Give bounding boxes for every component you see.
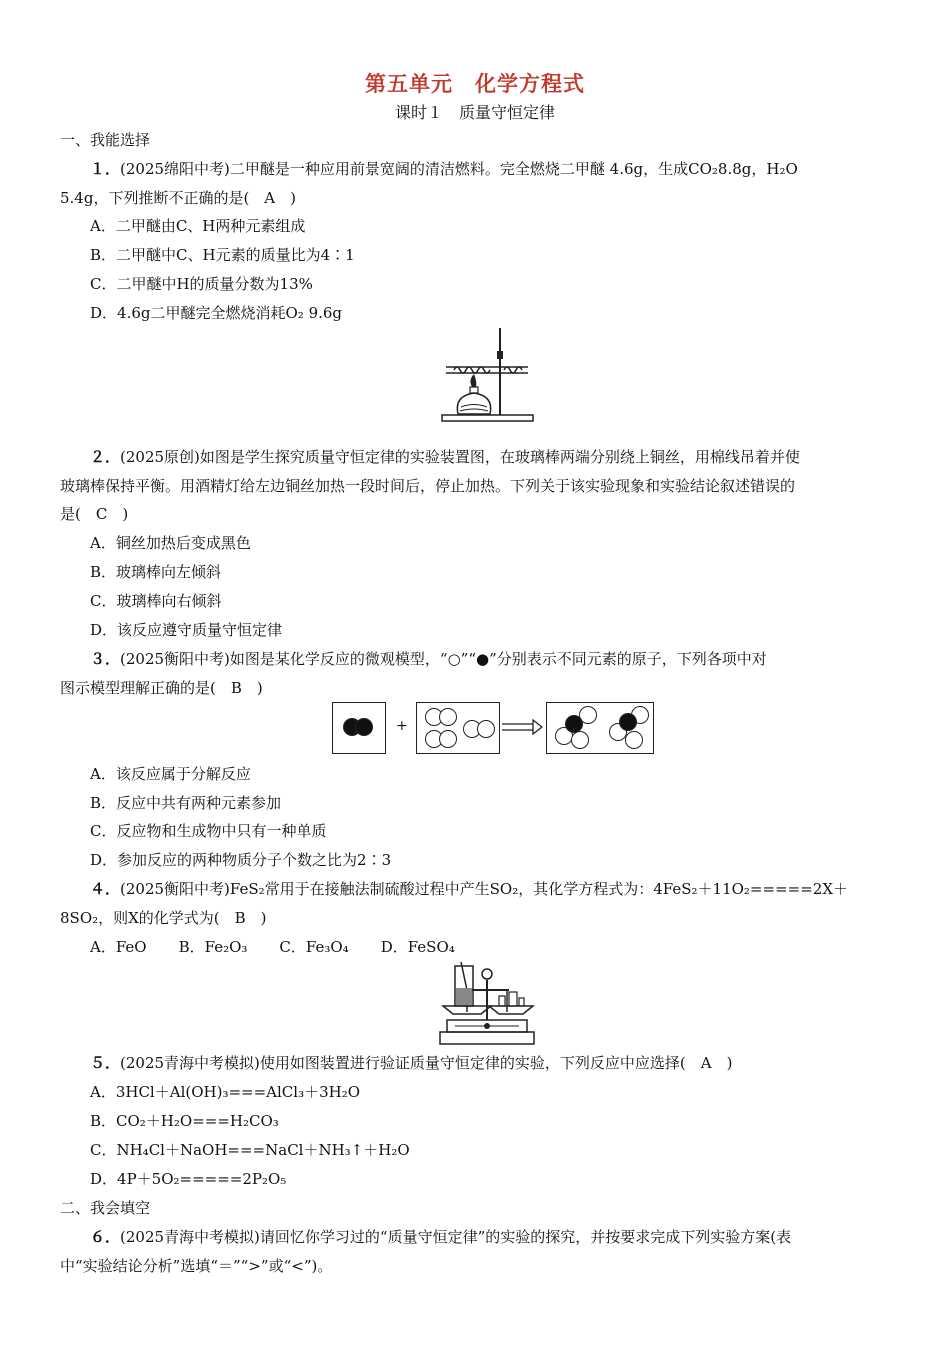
- product-box: [546, 702, 654, 754]
- white-atom: [439, 708, 457, 726]
- question-text: 图示模型理解正确的是( B ): [60, 679, 263, 697]
- option: B．玻璃棒向左倾斜: [90, 563, 222, 581]
- question-text: (2025青海中考模拟)使用如图装置进行验证质量守恒定律的实验，下列反应中应选择( A ): [120, 1054, 733, 1072]
- option: D．该反应遵守质量守恒定律: [90, 621, 283, 639]
- white-atom: [477, 720, 495, 738]
- section-heading: 一、我能选择: [60, 131, 151, 149]
- option: C．玻璃棒向右倾斜: [90, 592, 222, 610]
- reactant-box-1: [332, 702, 386, 754]
- option: B．反应中共有两种元素参加: [90, 794, 282, 812]
- black-atom: [565, 715, 583, 733]
- option-row: [90, 936, 455, 958]
- option: C．NH₄Cl＋NaOH===NaCl＋NH₃↑＋H₂O: [90, 1141, 410, 1159]
- black-atom: [619, 713, 637, 731]
- question-text: 中“实验结论分析”选填“＝”“>”或“<”)。: [60, 1257, 333, 1275]
- question-text: 玻璃棒保持平衡。用酒精灯给左边铜丝加热一段时间后，停止加热。下列关于该实验现象和实验结论叙述错误的: [60, 477, 796, 495]
- question-text: 5.4g，下列推断不正确的是( A ): [60, 189, 296, 207]
- white-atom: [571, 731, 589, 749]
- question-text: (2025原创)如图是学生探究质量守恒定律的实验装置图，在玻璃棒两端分别绕上铜丝，用棉线吊着并使: [120, 448, 800, 466]
- question-text: (2025青海中考模拟)请回忆你学习过的“质量守恒定律”的实验的探究，并按要求完成下列实验方案(表: [120, 1228, 792, 1246]
- question-2: [90, 446, 800, 468]
- option: A．FeO: [90, 938, 147, 956]
- option: A．二甲醚由C、H两种元素组成: [90, 217, 306, 235]
- question-text: 是( C ): [60, 505, 129, 523]
- option: C．反应物和生成物中只有一种单质: [90, 822, 327, 840]
- question-number: ４．: [90, 880, 121, 898]
- reaction-arrow-icon: [501, 719, 543, 735]
- option: C．Fe₃O₄: [279, 938, 349, 956]
- question-number: ６．: [90, 1228, 121, 1246]
- lesson-subtitle: 课时１ 质量守恒定律: [394, 103, 555, 122]
- section-heading: 二、我会填空: [60, 1199, 151, 1217]
- option: A．铜丝加热后变成黑色: [90, 534, 251, 552]
- option: A．3HCl＋Al(OH)₃===AlCl₃＋3H₂O: [90, 1083, 361, 1101]
- question-number: ５．: [90, 1054, 121, 1072]
- option: D．参加反应的两种物质分子个数之比为2∶3: [90, 851, 392, 869]
- question-text: (2025衡阳中考)FeS₂常用于在接触法制硫酸过程中产生SO₂，其化学方程式为：4FeS₂＋11O₂=====2X＋: [120, 880, 848, 898]
- question-text: (2025衡阳中考)如图是某化学反应的微观模型，“○”“●”分别表示不同元素的原子，下列各项中对: [120, 650, 767, 668]
- question-3: [90, 648, 767, 670]
- white-atom: [625, 731, 643, 749]
- balance-scale-figure: [437, 960, 537, 1046]
- lamp-stand-figure: [440, 325, 535, 425]
- option: B．Fe₂O₃: [178, 938, 248, 956]
- option: A．该反应属于分解反应: [90, 765, 251, 783]
- option: D．4.6g二甲醚完全燃烧消耗O₂ 9.6g: [90, 304, 343, 322]
- option: B．CO₂＋H₂O===H₂CO₃: [90, 1112, 279, 1130]
- question-5: [90, 1052, 732, 1074]
- question-1: [90, 158, 798, 180]
- question-number: １．: [90, 160, 121, 178]
- question-text: 8SO₂，则X的化学式为( B ): [60, 909, 267, 927]
- white-atom: [439, 730, 457, 748]
- question-6: [90, 1226, 791, 1248]
- black-atom: [355, 718, 373, 736]
- plus-sign: +: [396, 718, 408, 734]
- question-text: (2025绵阳中考)二甲醚是一种应用前景宽阔的清洁燃料。完全燃烧二甲醚 4.6g，生成CO₂8.8g，H₂O: [120, 160, 798, 178]
- question-number: ３．: [90, 650, 121, 668]
- reactant-box-2: [416, 702, 500, 754]
- page-title: 第五单元 化学方程式: [365, 71, 585, 96]
- option: D．FeSO₄: [380, 938, 455, 956]
- question-4: [90, 878, 848, 900]
- option: C．二甲醚中H的质量分数为13%: [90, 275, 313, 293]
- option: B．二甲醚中C、H元素的质量比为4∶1: [90, 246, 355, 264]
- question-number: ２．: [90, 448, 121, 466]
- option: D．4P＋5O₂=====2P₂O₅: [90, 1170, 287, 1188]
